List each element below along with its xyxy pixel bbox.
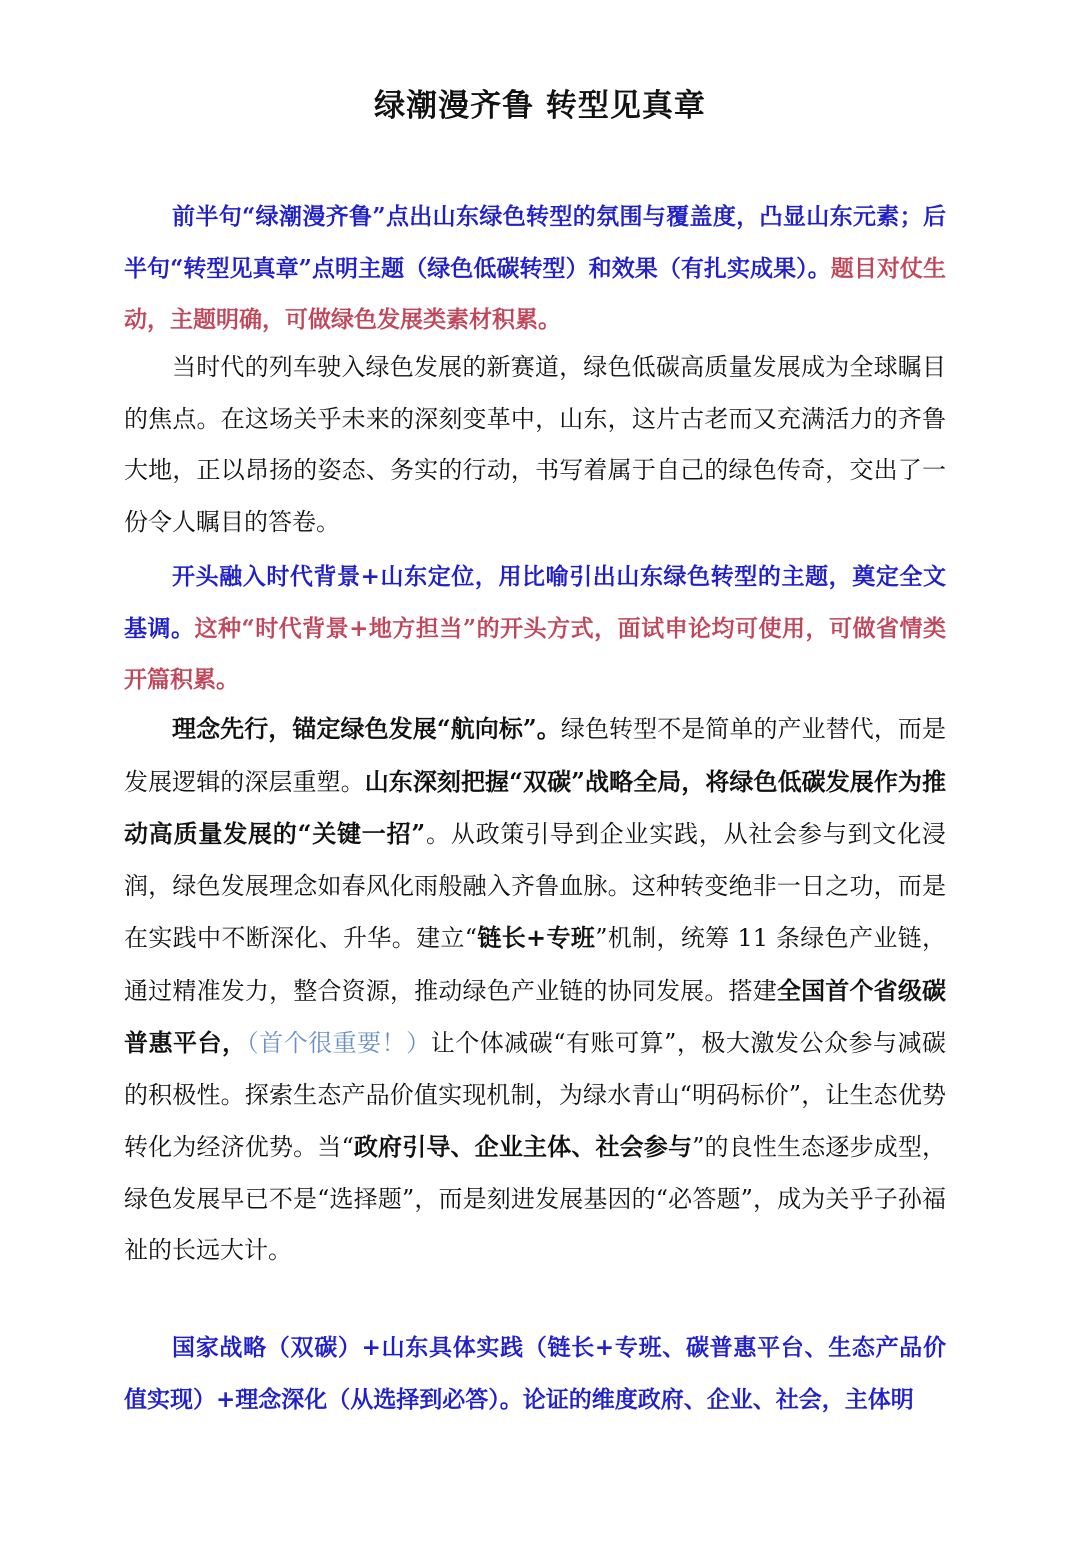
- annotation-concept: [124, 1322, 946, 1425]
- inline-note: （首个很重要！）: [246, 1029, 431, 1057]
- body-text: ”的良性生态逐步成型，绿色发展早已不是“选择题”，而是刻进发展基因的“必答题”，成为关乎子孙福祉的长远大计。: [124, 1133, 946, 1264]
- body-text: ”机制，统筹 11 条绿色产业链，通过精准发力，整合资源，推动绿色产业链的协同发展。搭建: [124, 924, 947, 1005]
- annotation-intro: [124, 551, 946, 706]
- annotation-blue-text: 前半句“绿潮漫齐鲁”点出山东绿色转型的氛围与覆盖度，凸显山东元素；后半句“转型见真章”点明主题（绿色低碳转型）和效果（有扎实成果）。: [124, 203, 946, 282]
- annotation-blue-text: 开头融入时代背景+山东定位，用比喻引出山东绿色转型的主题，奠定全文基调。: [124, 563, 946, 642]
- body-text: 。从政策引导到企业实践，从社会参与到文化浸润，绿色发展理念如春风化雨般融入齐鲁血脉。这种转变绝非一日之功，而是在实践中不断深化、升华。建立“: [124, 820, 947, 952]
- key-point-text: 链长+专班: [477, 923, 596, 952]
- page-title: 绿潮漫齐鲁 转型见真章: [374, 88, 706, 124]
- annotation-title: [124, 191, 946, 346]
- body-paragraph-concept: [124, 703, 946, 1277]
- key-point-text: 山东深刻把握“双碳”战略全局，将绿色低碳发展作为推动高质量发展的“关键一招”: [124, 766, 946, 848]
- annotation-blue-text: 国家战略（双碳）+山东具体实践（链长+专班、碳普惠平台、生态产品价值实现）+理念深化（从选择到必答）。论证的维度政府、企业、社会，主体明: [124, 1334, 946, 1413]
- body-text: 让个体减碳“有账可算”，极大激发公众参与减碳的积极性。探索生态产品价值实现机制，为绿水青山“明码标价”，让生态优势转化为经济优势。当“: [124, 1029, 947, 1161]
- section-heading: 理念先行，锚定绿色发展“航向标”。: [172, 714, 561, 743]
- key-point-text: 全国首个省级碳普惠平台，: [124, 975, 947, 1057]
- key-point-text: 政府引导、企业主体、社会参与: [353, 1132, 693, 1161]
- annotation-red-text: 题目对仗生动，主题明确，可做绿色发展类素材积累。: [124, 254, 946, 333]
- body-paragraph-intro: 当时代的列车驶入绿色发展的新赛道，绿色低碳高质量发展成为全球瞩目的焦点。在这场关乎未来的深刻变革中，山东，这片古老而又充满活力的齐鲁大地，正以昂扬的姿态、务实的行动，书写着属于自己的绿色传奇，交出了一份令人瞩目的答卷。: [124, 353, 946, 536]
- body-text: 绿色转型不是简单的产业替代，而是发展逻辑的深层重塑。: [124, 715, 947, 796]
- annotation-red-text: 这种“时代背景+地方担当”的开头方式，面试申论均可使用，可做省情类开篇积累。: [124, 614, 947, 693]
